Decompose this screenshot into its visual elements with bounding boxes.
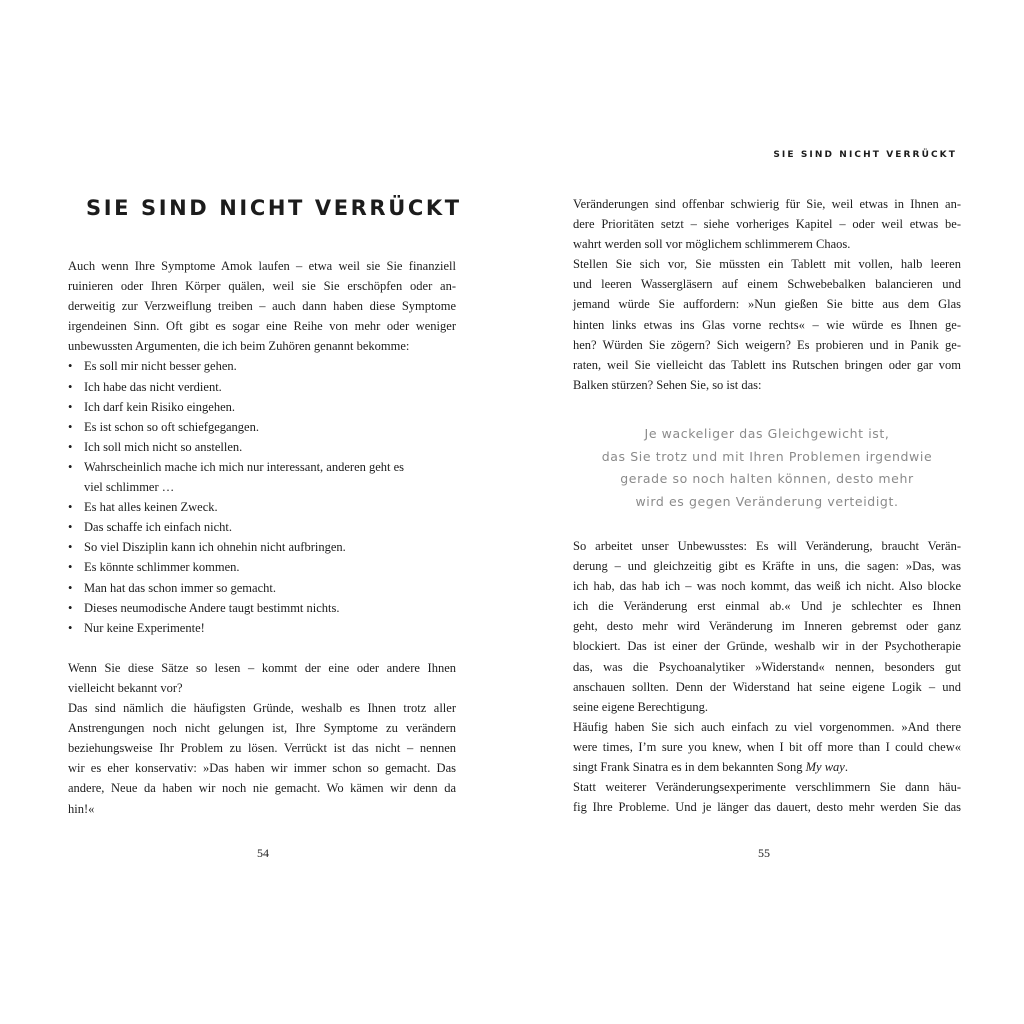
text-line: blockiert. Das ist einer der Gründe, weshalb wir in der Psychotherapie xyxy=(573,639,961,654)
bullet-item xyxy=(68,537,456,557)
text-line: hinten links etwas ins Glas vorne rechts« – wie würde es Ihnen ge- xyxy=(573,317,961,332)
quote-line: gerade so noch halten können, desto mehr xyxy=(620,471,914,487)
text-line: vielleicht bekannt vor? xyxy=(68,680,183,695)
quote-line: wird es gegen Veränderung verteidigt. xyxy=(635,493,899,509)
bullet-icon: • xyxy=(68,359,73,374)
text-line: und leeren Wassergläsern auf einem Schwebebalken balancieren und xyxy=(573,277,961,292)
bullet-icon: • xyxy=(68,439,73,454)
bullet-text: Es hat alles keinen Zweck. xyxy=(84,500,218,515)
bullet-text: Es könnte schlimmer kommen. xyxy=(84,560,240,575)
chapter-title: SIE SIND NICHT VERRÜCKT xyxy=(86,196,462,220)
bullet-item xyxy=(68,457,456,477)
bullet-icon: • xyxy=(68,620,73,635)
bullet-text: Nur keine Experimente! xyxy=(84,620,205,635)
bullet-item xyxy=(68,437,456,457)
bullet-continuation xyxy=(68,477,456,497)
text-line: jemand würde Sie auffordern: »Nun gießen Sie bitte aus dem Glas xyxy=(573,297,961,312)
text-line: unbewussten Argumenten, die ich beim Zuhören genannt bekomme: xyxy=(68,339,410,354)
bullet-text: Wahrscheinlich mache ich mich nur interessant, anderen geht es xyxy=(84,459,405,474)
bullet-icon: • xyxy=(68,459,73,474)
bullet-text: Man hat das schon immer so gemacht. xyxy=(84,580,276,595)
text-line xyxy=(573,757,961,777)
text-line: ruinieren oder Ihren Körper quälen, weil sie Sie erschöpfen oder an- xyxy=(68,279,456,294)
text-line: hin!« xyxy=(68,801,95,816)
quote-line: das Sie trotz und mit Ihren Problemen irgendwie xyxy=(601,448,933,464)
text-line: were times, I’m sure you knew, when I bit off more than I could chew« xyxy=(573,739,961,754)
text-line: Auch wenn Ihre Symptome Amok laufen – etwa weil sie Sie finanziell xyxy=(68,259,456,273)
text-line: Stellen Sie sich vor, Sie müssten ein Tablett mit vollen, halb leeren xyxy=(573,257,961,272)
text-line: irgendeinen Sinn. Oft gibt es sogar eine Reihe von mehr oder weniger xyxy=(68,319,456,334)
text-line: Das sind nämlich die häufigsten Gründe, weshalb es Ihnen trotz aller xyxy=(68,701,456,716)
bullet-text: Ich soll mich nicht so anstellen. xyxy=(84,439,243,454)
text-line: andere, Neue da haben wir noch nie gemacht. Wo kämen wir denn da xyxy=(68,781,456,796)
bullet-item xyxy=(68,517,456,537)
bullet-text: Es ist schon so oft schiefgegangen. xyxy=(84,419,259,434)
text-line: So arbeitet unser Unbewusstes: Es will Veränderung, braucht Verän- xyxy=(573,539,961,553)
text-line: derung – und gleichzeitig gibt es Kräfte in uns, die sagen: »Das, was xyxy=(573,559,961,574)
text-segment: singt Frank Sinatra es in dem bekannten Song xyxy=(573,760,806,775)
text-line: seine eigene Berechtigung. xyxy=(573,699,709,714)
bullet-item xyxy=(68,497,456,517)
bullet-item xyxy=(68,557,456,577)
text-line: ich die Veränderung erst einmal ab.« Und je schlechter es Ihnen xyxy=(573,599,961,614)
bullet-item xyxy=(68,377,456,397)
bullet-icon: • xyxy=(68,500,73,515)
quote-line: Je wackeliger das Gleichgewicht ist, xyxy=(644,426,890,441)
bullet-text: Dieses neumodische Andere taugt bestimmt nichts. xyxy=(84,600,340,615)
text-line: derweitig zur Verzweiflung treiben – auch dann haben diese Symptome xyxy=(68,299,456,314)
bullet-item xyxy=(68,598,456,618)
song-title: My way xyxy=(805,760,845,775)
text-segment: . xyxy=(844,760,848,775)
text-line: ich hab, das hab ich – was noch kommt, das weiß ich nicht. Also blocke xyxy=(573,579,961,594)
text-line: hen? Würden Sie zögern? Sich weigern? Es probieren und in Panik ge- xyxy=(573,337,961,352)
running-head: SIE SIND NICHT VERRÜCKT xyxy=(773,150,957,160)
bullet-icon: • xyxy=(68,600,73,615)
text-line: Häufig haben Sie sich auch einfach zu viel vorgenommen. »And there xyxy=(573,719,961,734)
bullet-icon: • xyxy=(68,399,73,414)
bullet-icon: • xyxy=(68,540,73,555)
right-body-text-top xyxy=(573,194,961,395)
bullet-icon: • xyxy=(68,560,73,575)
bullet-item xyxy=(68,356,456,376)
text-line: dere Prioritäten setzt – siehe vorheriges Kapitel – oder weil etwas be- xyxy=(573,217,961,232)
bullet-item xyxy=(68,417,456,437)
paragraph-gap xyxy=(68,638,456,658)
text-line: anschauen sollten. Denn der Widerstand hat seine eigene Logik – und xyxy=(573,679,961,694)
text-line: Veränderungen sind offenbar schwierig für Sie, weil etwas in Ihnen an- xyxy=(573,197,961,211)
pull-quote xyxy=(573,423,961,513)
text-line: wahrt werden soll vor möglichem schlimmerem Chaos. xyxy=(573,237,851,252)
bullet-text: Ich darf kein Risiko eingehen. xyxy=(84,399,235,414)
text-line: Wenn Sie diese Sätze so lesen – kommt der eine oder andere Ihnen xyxy=(68,660,456,675)
text-line: Anstrengungen noch nicht gelungen ist, Ihre Symptome zu verändern xyxy=(68,721,456,736)
text-line: wir es eher konservativ: »Das haben wir immer schon so gemacht. Das xyxy=(68,761,456,776)
bullet-icon: • xyxy=(68,580,73,595)
text-line: das, was die Psychoanalytiker »Widerstand« nennen, besonders gut xyxy=(573,659,961,674)
bullet-text: Ich habe das nicht verdient. xyxy=(84,379,222,394)
bullet-text: So viel Disziplin kann ich ohnehin nicht aufbringen. xyxy=(84,540,346,555)
bullet-item xyxy=(68,618,456,638)
bullet-text: viel schlimmer … xyxy=(84,480,175,495)
text-line: geht, desto mehr wird Veränderung im Inneren gebremst oder ganz xyxy=(573,619,961,634)
bullet-icon: • xyxy=(68,419,73,434)
page-number: 54 xyxy=(257,846,269,860)
bullet-text: Das schaffe ich einfach nicht. xyxy=(84,520,232,535)
text-line: fig Ihre Probleme. Und je länger das dauert, desto mehr werden Sie das xyxy=(573,800,961,815)
text-line: Statt weiterer Veränderungsexperimente verschlimmern Sie dann häu- xyxy=(573,780,961,795)
bullet-icon: • xyxy=(68,379,73,394)
bullet-text: Es soll mir nicht besser gehen. xyxy=(84,359,237,374)
bullet-item xyxy=(68,578,456,598)
left-body-text xyxy=(68,256,456,819)
bullet-item xyxy=(68,397,456,417)
right-body-text-bottom xyxy=(573,536,961,817)
text-line: raten, weil Sie vielleicht das Tablett ins Rutschen bringen oder gar vom xyxy=(573,357,961,372)
page-number: 55 xyxy=(758,846,770,860)
bullet-icon: • xyxy=(68,520,73,535)
text-line: Balken stürzen? Sehen Sie, so ist das: xyxy=(573,377,762,392)
text-line: beziehungsweise Ihr Problem zu lösen. Verrückt ist das nicht – nennen xyxy=(68,741,456,756)
